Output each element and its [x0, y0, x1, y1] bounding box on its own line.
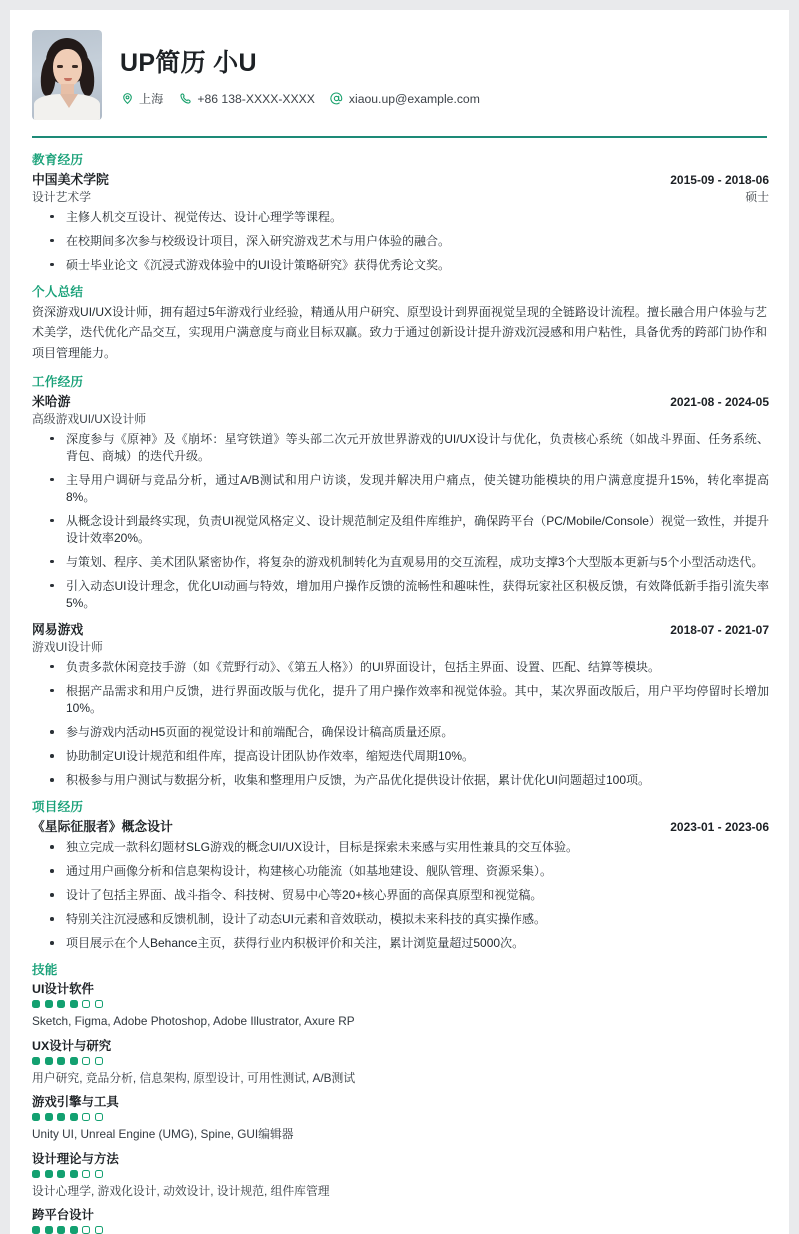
list-item: 积极参与用户测试与数据分析，收集和整理用户反馈，为产品优化提供设计依据，累计优化UI问题超过100项。 [32, 772, 769, 789]
section-projects [30, 796, 769, 952]
contact-email-value: xiaou.up@example.com [348, 91, 480, 106]
contact-email [330, 92, 480, 106]
contact-list [120, 90, 769, 107]
skill-dot-filled [45, 1000, 53, 1008]
header-info [120, 43, 769, 107]
list-item: 深度参与《原神》及《崩坏：星穹铁道》等头部二次元开放世界游戏的UI/UX设计与优化，负责核心系统（如战斗界面、任务系统、背包、商城）的迭代升级。 [32, 431, 769, 465]
skill-dot-filled [70, 1000, 78, 1008]
skill-dot-filled [32, 1057, 40, 1065]
project-entry [32, 816, 769, 952]
education-major: 设计艺术学 [32, 189, 91, 204]
work-entry-subheader [32, 410, 769, 427]
skill-level-dots [32, 1000, 769, 1008]
skill-dot-empty [82, 1000, 90, 1008]
skill-dot-filled [32, 1170, 40, 1178]
list-item: 独立完成一款科幻题材SLG游戏的概念UI/UX设计，目标是探索未来感与实用性兼具的交互体验。 [32, 839, 769, 856]
contact-location-value: 上海 [139, 92, 164, 106]
contact-phone-value: +86 138-XXXX-XXXX [197, 91, 315, 106]
skill-dot-filled [70, 1113, 78, 1121]
list-item: 与策划、程序、美术团队紧密协作，将复杂的游戏机制转化为直观易用的交互流程，成功支撑3个大型版本更新与5个小型活动迭代。 [32, 554, 769, 571]
skill-block [32, 1036, 769, 1087]
list-item: 负责多款休闲竞技手游（如《荒野行动》、《第五人格》）的UI界面设计，包括主界面、设置、匹配、结算等模块。 [32, 659, 769, 676]
education-period: 2015-09 - 2018-06 [670, 172, 769, 187]
section-title-projects: 项目经历 [32, 800, 84, 815]
skill-dot-filled [45, 1170, 53, 1178]
skill-dot-filled [32, 1226, 40, 1234]
list-item: 引入动态UI设计理念，优化UI动画与特效，增加用户操作反馈的流畅性和趣味性，获得玩家社区积极反馈，有效降低新手指引流失率5%。 [32, 578, 769, 612]
skill-dot-empty [95, 1057, 103, 1065]
education-bullets [32, 209, 769, 274]
section-work [30, 371, 769, 789]
skill-dot-empty [82, 1170, 90, 1178]
education-entry-header [32, 169, 769, 188]
list-item: 在校期间多次参与校级设计项目，深入研究游戏艺术与用户体验的融合。 [32, 233, 769, 250]
header-divider [32, 136, 767, 138]
work-entry-subheader [32, 638, 769, 655]
list-item: 特别关注沉浸感和反馈机制，设计了动态UI元素和音效联动，模拟未来科技的真实操作感。 [32, 911, 769, 928]
skill-items: 用户研究, 竞品分析, 信息架构, 原型设计, 可用性测试, A/B测试 [32, 1070, 356, 1085]
skill-dot-empty [82, 1226, 90, 1234]
skills-list [30, 979, 769, 1234]
project-period: 2023-01 - 2023-06 [670, 820, 769, 835]
work-role: 游戏UI设计师 [32, 639, 103, 654]
skill-block [32, 1092, 769, 1143]
skill-block [32, 979, 769, 1030]
skill-dot-empty [82, 1057, 90, 1065]
resume-page [10, 10, 789, 1234]
contact-location [120, 90, 163, 107]
list-item: 硕士毕业论文《沉浸式游戏体验中的UI设计策略研究》获得优秀论文奖。 [32, 257, 769, 274]
skill-name: 游戏引擎与工具 [32, 1095, 119, 1110]
section-title-skills: 技能 [32, 963, 58, 978]
work-bullets [32, 431, 769, 612]
list-item: 通过用户画像分析和信息架构设计，构建核心功能流（如基地建设、舰队管理、资源采集）。 [32, 863, 769, 880]
summary-text: 资深游戏UI/UX设计师，拥有超过5年游戏行业经验，精通从用户研究、原型设计到界面视觉呈现的全链路设计流程。擅长融合用户体验与艺术美学，迭代优化产品交互，实现用户满意度与商业目标双赢。致力于通过创新设计提升游戏沉浸感和用户粘性，具备优秀的跨部门协作和项目管理能力。 [32, 304, 767, 360]
work-entry-netease [32, 619, 769, 789]
skill-dot-filled [57, 1170, 65, 1178]
work-entry-mihoyo [32, 391, 769, 612]
section-skills [30, 959, 769, 1234]
project-bullets [32, 839, 769, 952]
work-bullets [32, 659, 769, 789]
education-degree: 硕士 [745, 189, 769, 204]
list-item: 根据产品需求和用户反馈，进行界面改版与优化，提升了用户操作效率和视觉体验。其中，某次界面改版后，用户平均停留时长增加10%。 [32, 683, 769, 717]
skill-dot-empty [95, 1226, 103, 1234]
location-pin-icon [120, 92, 134, 106]
project-entry-header [32, 816, 769, 835]
skill-dot-empty [95, 1113, 103, 1121]
skill-name: UX设计与研究 [32, 1038, 112, 1053]
avatar [32, 30, 102, 120]
work-period: 2021-08 - 2024-05 [670, 394, 769, 409]
skill-items: Sketch, Figma, Adobe Photoshop, Adobe Illustrator, Axure RP [32, 1014, 355, 1029]
skill-dot-filled [57, 1000, 65, 1008]
skill-dot-filled [32, 1113, 40, 1121]
list-item: 项目展示在个人Behance主页，获得行业内积极评价和关注，累计浏览量超过5000次。 [32, 935, 769, 952]
list-item: 设计了包括主界面、战斗指令、科技树、贸易中心等20+核心界面的高保真原型和视觉稿。 [32, 887, 769, 904]
work-role: 高级游戏UI/UX设计师 [32, 411, 147, 426]
skill-dot-filled [57, 1057, 65, 1065]
skill-level-dots [32, 1057, 769, 1065]
skill-dot-empty [95, 1000, 103, 1008]
education-entry [32, 169, 769, 274]
phone-icon [178, 92, 192, 106]
list-item: 参与游戏内活动H5页面的视觉设计和前端配合，确保设计稿高质量还原。 [32, 724, 769, 741]
work-company: 网易游戏 [32, 621, 84, 637]
skill-level-dots [32, 1226, 769, 1234]
section-education [30, 149, 769, 274]
skill-name: 跨平台设计 [32, 1208, 94, 1223]
section-title-work: 工作经历 [32, 374, 84, 389]
list-item: 从概念设计到最终实现，负责UI视觉风格定义、设计规范制定及组件库维护，确保跨平台（PC/Mobile/Console）视觉一致性，并提升设计效率20%。 [32, 513, 769, 547]
skill-dot-filled [45, 1226, 53, 1234]
project-name: 《星际征服者》概念设计 [32, 819, 173, 835]
portrait-eye-left [57, 65, 63, 68]
section-summary [30, 281, 769, 364]
list-item: 协助制定UI设计规范和组件库，提高设计团队协作效率，缩短迭代周期10%。 [32, 748, 769, 765]
resume-header [30, 28, 769, 132]
skill-name: UI设计软件 [32, 982, 94, 997]
work-company: 米哈游 [32, 393, 71, 409]
list-item: 主修人机交互设计、视觉传达、设计心理学等课程。 [32, 209, 769, 226]
portrait-shirt [34, 94, 100, 120]
work-period: 2018-07 - 2021-07 [670, 622, 769, 637]
skill-dot-filled [32, 1000, 40, 1008]
portrait-eye-right [72, 65, 78, 68]
skill-dot-filled [57, 1113, 65, 1121]
email-at-icon [330, 92, 344, 106]
education-school: 中国美术学院 [32, 171, 109, 187]
skill-level-dots [32, 1170, 769, 1178]
page-title: UP简历 小U [120, 49, 257, 77]
skill-dot-filled [70, 1057, 78, 1065]
section-title-education: 教育经历 [32, 152, 84, 167]
portrait-face [53, 49, 82, 87]
skill-dot-filled [70, 1170, 78, 1178]
skill-level-dots [32, 1113, 769, 1121]
education-entry-subheader [32, 188, 769, 205]
skill-items: Unity UI, Unreal Engine (UMG), Spine, GUI编辑器 [32, 1127, 294, 1142]
skill-dot-filled [70, 1226, 78, 1234]
work-entry-header [32, 619, 769, 638]
work-entry-header [32, 391, 769, 410]
skill-dot-filled [57, 1226, 65, 1234]
section-title-summary: 个人总结 [32, 284, 84, 299]
skill-dot-filled [45, 1113, 53, 1121]
skill-items: 设计心理学, 游戏化设计, 动效设计, 设计规范, 组件库管理 [32, 1183, 330, 1198]
list-item: 主导用户调研与竞品分析，通过A/B测试和用户访谈，发现并解决用户痛点，使关键功能模块的用户满意度提升15%，转化率提高8%。 [32, 472, 769, 506]
skill-block [32, 1205, 769, 1234]
skill-dot-empty [95, 1170, 103, 1178]
skill-block [32, 1149, 769, 1200]
contact-phone [178, 92, 315, 106]
skill-dot-empty [82, 1113, 90, 1121]
skill-name: 设计理论与方法 [32, 1151, 119, 1166]
skill-dot-filled [45, 1057, 53, 1065]
